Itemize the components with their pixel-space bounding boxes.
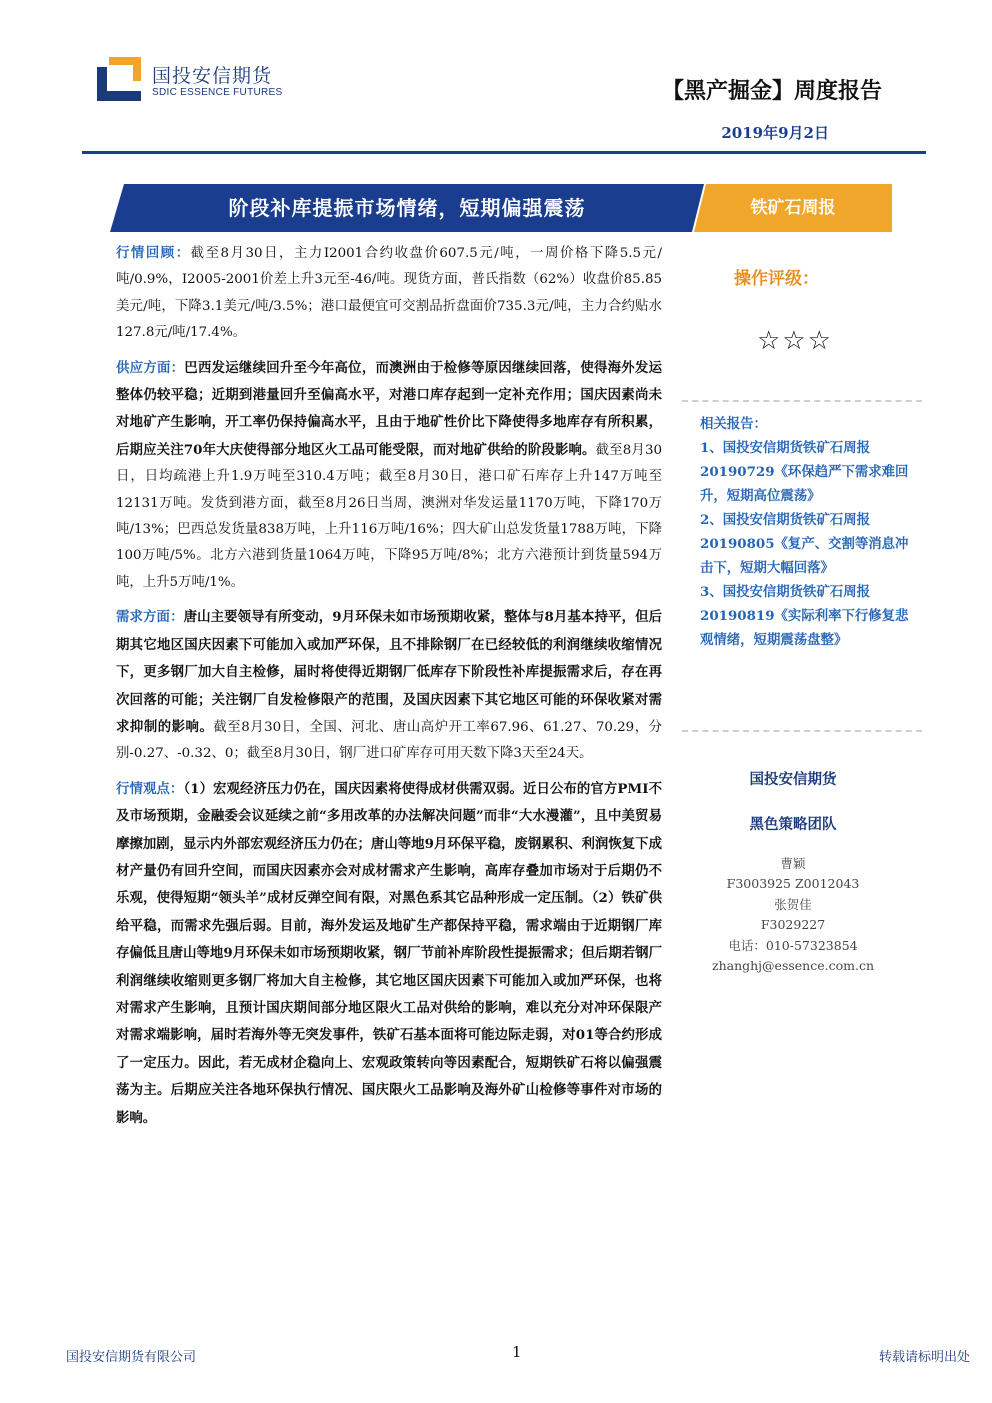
rating-label: 操作评级： — [734, 269, 819, 289]
sidebar-divider — [682, 730, 922, 732]
analyst-name: 张贺佳 — [774, 896, 812, 912]
related-report-item[interactable]: 3、国投安信期货铁矿石周报20190819《实际利率下行修复悲观情绪，短期震荡盘整》 — [700, 584, 909, 648]
section-text: 截至8月30日，日均疏港上升1.9万吨至310.4万吨；截至8月30日，港口矿石库存上升147万吨至12131万吨。发货到港方面，截至8月26日当周，澳洲对华发运量1170万吨，下降170万吨/13%；巴西总发货量838万吨，上升116万吨/16%；四大矿山总发货量1788万吨，下降100万吨/5%。北方六港到货量1064万吨，下降95万吨/8%；北方六港预计到货量594万吨，上升5万吨/1%。 — [116, 442, 662, 590]
analyst-email[interactable]: zhanghj@essence.com.cn — [711, 958, 875, 974]
section-market-review — [116, 240, 662, 347]
team-firm: 国投安信期货 — [749, 772, 837, 788]
section-outlook — [116, 776, 662, 1132]
logo-english-name: SDIC ESSENCE FUTURES — [152, 87, 283, 98]
company-logo — [97, 57, 297, 103]
category-tag — [694, 184, 892, 232]
section-text-bold: 唐山主要领导有所变动，9月环保未如市场预期收紧，整体与8月基本持平，但后期其它地区国庆因素下可能加入或加严环保，且不排除钢厂在已经较低的利润继续收缩情况下，更多钢厂加大自主检修，届时将使得近期钢厂低库存下阶段性补库提振需求后，存在再次回落的可能；关注钢厂自发检修限产的范围，及国庆因素下其它地区可能的环保收紧对需求抑制的影响。 — [116, 609, 662, 735]
related-report-item[interactable]: 2、国投安信期货铁矿石周报20190805《复产、交割等消息冲击下，短期大幅回落》 — [700, 512, 909, 576]
title-banner — [110, 184, 704, 232]
rating-stars-icon: ☆☆☆ — [757, 326, 833, 356]
section-demand — [116, 604, 662, 767]
section-text-bold: 巴西发运继续回升至今年高位，而澳洲由于检修等原因继续回落，使得海外发运整体仍较平稳；近期到港量回升至偏高水平，对港口库存起到一定补充作用；国庆因素尚未对地矿产生影响，开工率仍保持偏高水平，且由于地矿性价比下降使得多地库存有所积累，后期应关注70年大庆使得部分地区火工品可能受限，而对地矿供给的阶段影响。 — [116, 359, 663, 458]
report-title: 阶段补库提振市场情绪，短期偏强震荡 — [228, 196, 586, 220]
related-report-item[interactable]: 1、国投安信期货铁矿石周报20190729《环保趋严下需求难回升，短期高位震荡》 — [700, 440, 909, 504]
main-content — [116, 240, 662, 1140]
page-number: 1 — [512, 1343, 522, 1361]
analyst-license: F3003925 Z0012043 — [726, 876, 860, 892]
analyst-phone: 电话：010-57323854 — [728, 937, 858, 953]
section-label: 行情观点： — [116, 780, 184, 797]
section-label: 需求方面： — [116, 609, 184, 626]
footer-company: 国投安信期货有限公司 — [66, 1350, 197, 1365]
analyst-license: F3029227 — [760, 917, 826, 933]
section-label: 行情回顾： — [116, 245, 191, 261]
section-text: 截至8月30日，主力I2001合约收盘价607.5元/吨，一周价格下降5.5元/吨/0.9%，I2005-2001价差上升3元至-46/吨。现货方面，普氏指数（62%）收盘价85.85美元/吨，下降3.1美元/吨/3.5%；港口最便宜可交割品折盘面价735.3元/吨，主力合约贴水127.8元/吨/17.4%。 — [116, 246, 663, 341]
section-supply — [116, 355, 662, 597]
logo-chinese-name: 国投安信期货 — [152, 65, 273, 87]
related-reports — [700, 412, 920, 652]
analyst-name: 曹颖 — [780, 856, 806, 871]
category-tag-label: 铁矿石周报 — [750, 198, 836, 218]
team-name: 黑色策略团队 — [749, 817, 837, 833]
logo-mark-icon — [97, 57, 141, 101]
footer-notice: 转载请标明出处 — [878, 1350, 970, 1365]
section-text: 截至8月30日，全国、河北、唐山高炉开工率67.96、61.27、70.29，分别-0.27、-0.32、0；截至8月30日，钢厂进口矿库存可用天数下降3天至24天。 — [116, 719, 663, 762]
report-type: 【黑产掘金】周度报告 — [661, 79, 882, 104]
sidebar-divider — [682, 400, 922, 402]
section-label: 供应方面： — [116, 359, 185, 376]
report-date: 2019年9月2日 — [721, 124, 829, 142]
section-text-bold: （1）宏观经济压力仍在，国庆因素将使得成材供需双弱。近日公布的官方PMI不及市场预期，金融委会议延续之前“多用改革的办法解决问题”而非“大水漫灌”，且中美贸易摩擦加剧，显示内外部宏观经济压力仍在；唐山等地9月环保平稳，废钢累积、利润恢复下成材产量仍有回升空间，而国庆因素亦会对成材需求产生影响，高库存叠加市场对于后期仍不乐观，使得短期“领头羊”成材反弹空间有限，对黑色系其它品种形成一定压制。（2）铁矿供给平稳，而需求先强后弱。目前，海外发运及地矿生产都保持平稳，需求端由于近期钢厂库存偏低且唐山等地9月环保未如市场预期收紧，钢厂节前补库阶段性提振需求；但后期若钢厂利润继续收缩则更多钢厂将加大自主检修，其它地区国庆因素下可能加入或加严环保，也将对需求产生影响，且预计国庆期间部分地区限火工品对供给的影响，难以充分对冲环保限产对需求端影响，届时若海外等无突发事件，铁矿石基本面将可能边际走弱，对01等合约形成了一定压力。因此，若无成材企稳向上、宏观政策转向等因素配合，短期铁矿石将以偏强震荡为主。后期应关注各地环保执行情况、国庆限火工品影响及海外矿山检修等事件对市场的影响。 — [116, 780, 662, 1126]
analyst-team — [682, 768, 904, 976]
analyst-info — [682, 854, 904, 976]
header-divider — [82, 151, 926, 154]
related-reports-title: 相关报告： — [700, 416, 767, 432]
